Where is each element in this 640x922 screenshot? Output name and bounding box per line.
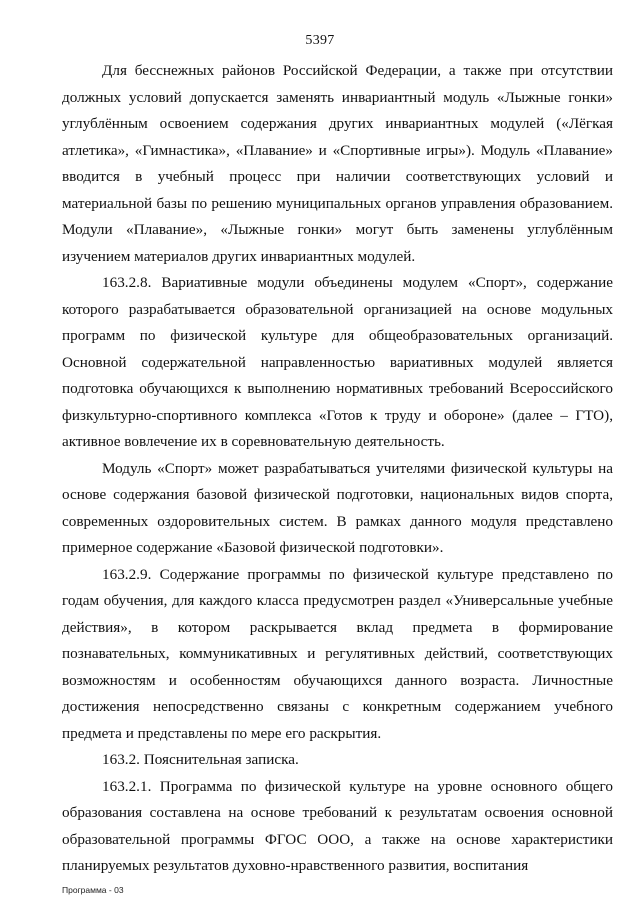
page-number: 5397: [305, 33, 335, 48]
paragraph-163-2-9: 163.2.9. Содержание программы по физической культуре представлено по годам обучения, для каждого класса предусмотрен раздел «Универсальные учебные действия», в котором раскрывается вклад предмета в формирование познавательных, коммуникативных и регулятивных действий, соответствующих возможностям и особенностям обучающихся данного возраста. Личностные достижения непосредственно связаны с конкретным содержанием учебного предмета и представлены по мере его раскрытия.: [62, 565, 613, 742]
paragraph-sport-module: Модуль «Спорт» может разрабатываться учителями физической культуры на основе содержания базовой физической подготовки, национальных видов спорта, современных оздоровительных систем. В рамках данного модуля представлено примерное содержание «Базовой физической подготовки».: [62, 459, 613, 556]
paragraph-163-2-1: 163.2.1. Программа по физической культуре на уровне основного общего образования составлена на основе требований к результатам освоения основной образовательной программы ФГОС ООО, а также на основе характеристики планируемых результатов духовно-нравственного развития, воспитания: [62, 777, 613, 874]
document-body: [62, 58, 613, 880]
footer-label: Программа - 03: [62, 885, 124, 895]
paragraph-substitution-rules: Для бесснежных районов Российской Федерации, а также при отсутствии должных условий допускается заменять инвариантный модуль «Лыжные гонки» углублённым освоением содержания других инвариантных модулей («Лёгкая атлетика», «Гимнастика», «Плавание» и «Спортивные игры»). Модуль «Плавание» вводится в учебный процесс при наличии соответствующих условий и материальной базы по решению муниципальных органов управления образованием. Модули «Плавание», «Лыжные гонки» могут быть заменены углублённым изучением материалов других инвариантных модулей.: [62, 62, 613, 265]
paragraph-163-2-8: 163.2.8. Вариативные модули объединены модулем «Спорт», содержание которого разрабатывается образовательной организацией на основе модульных программ по физической культуре для общеобразовательных организаций. Основной содержательной направленностью вариативных модулей является подготовка обучающихся к выполнению нормативных требований Всероссийского физкультурно-спортивного комплекса «Готов к труду и обороне» (далее – ГТО), активное вовлечение их в соревновательную деятельность.: [62, 274, 613, 450]
section-heading-163-2: 163.2. Пояснительная записка.: [102, 751, 299, 768]
